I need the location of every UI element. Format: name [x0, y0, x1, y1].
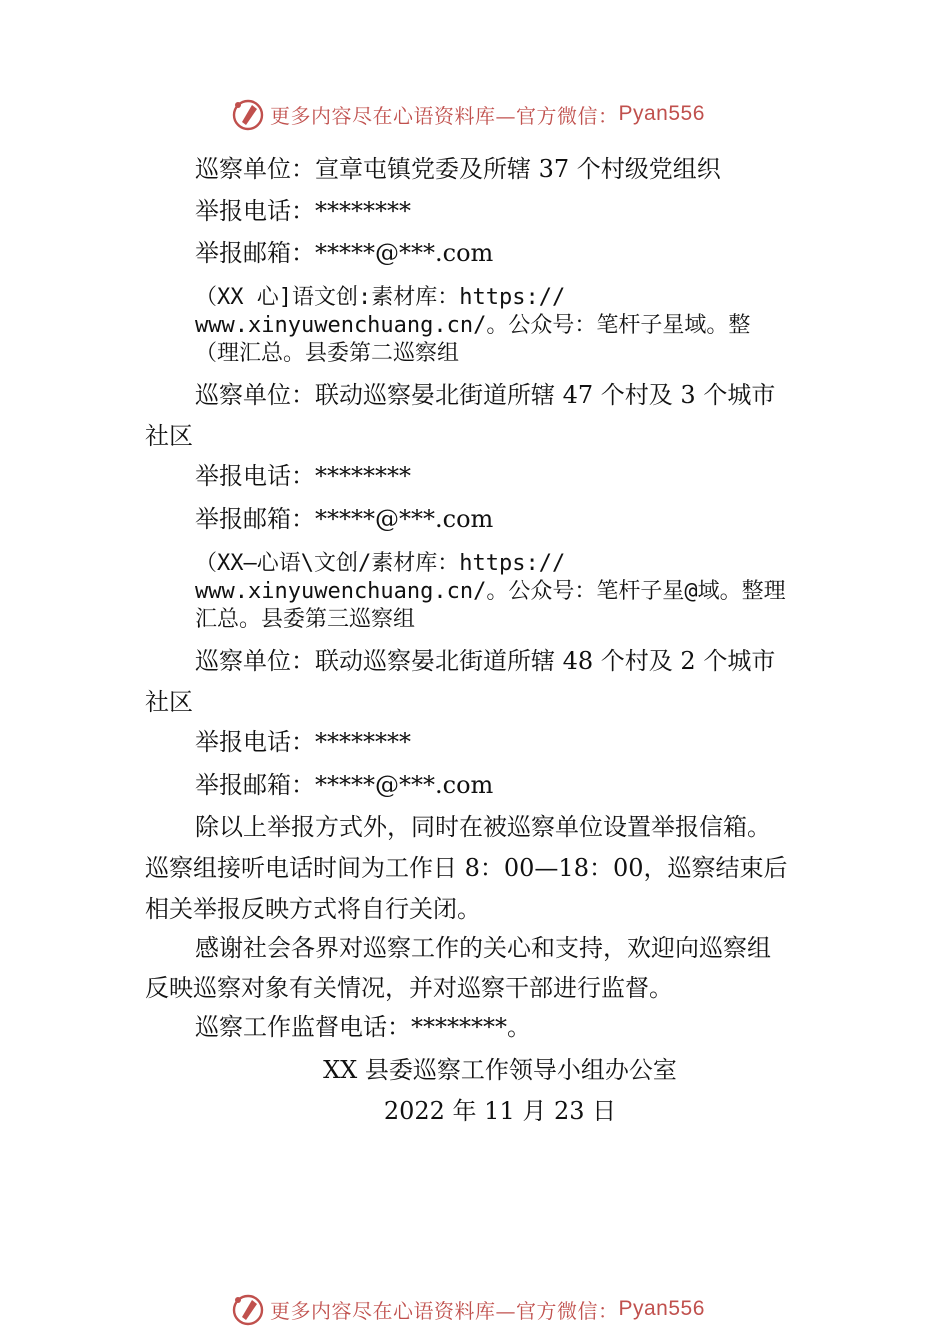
signature-office: XX 县委巡察工作领导小组办公室 [323, 1056, 677, 1084]
pen-nib-logo-icon [230, 96, 266, 132]
body-line: 社区 [145, 422, 193, 450]
body-line: 除以上举报方式外，同时在被巡察单位设置举报信箱。 [195, 813, 771, 841]
body-line: www.xinyuwenchuang.cn/。公众号：笔杆子星@域。整理 [195, 579, 786, 604]
banner-text: 更多内容尽在心语资料库—官方微信： [270, 1298, 619, 1323]
body-line: 相关举报反映方式将自行关闭。 [145, 895, 481, 923]
body-line: 反映巡察对象有关情况，并对巡察干部进行监督。 [145, 974, 673, 1002]
pen-nib-logo-icon [230, 1291, 266, 1327]
body-line: 举报电话：******** [195, 728, 411, 756]
header-banner [230, 94, 750, 134]
body-line: 举报电话：******** [195, 197, 411, 225]
body-line: 巡察单位：联动巡察晏北街道所辖 47 个村及 3 个城市 [195, 381, 776, 409]
body-line: 举报邮箱：*****@***.com [195, 239, 494, 267]
body-line: www.xinyuwenchuang.cn/。公众号：笔杆子星域。整 [195, 313, 751, 338]
body-line: 巡察单位：宣章屯镇党委及所辖 37 个村级党组织 [195, 155, 721, 183]
body-line: 举报邮箱：*****@***.com [195, 771, 494, 799]
body-line: （XX 心]语文创:素材库：https:// [195, 285, 566, 310]
body-line: 感谢社会各界对巡察工作的关心和支持，欢迎向巡察组 [195, 934, 771, 962]
body-line: 社区 [145, 688, 193, 716]
banner-text: 更多内容尽在心语资料库—官方微信： [270, 103, 619, 128]
body-line: 汇总。县委第三巡察组 [195, 607, 416, 632]
banner-brand: Pyan556 [618, 102, 705, 125]
body-line: （XX—心语\文创/素材库：https:// [195, 551, 566, 576]
body-line: （理汇总。县委第二巡察组 [195, 341, 460, 366]
body-line: 巡察单位：联动巡察晏北街道所辖 48 个村及 2 个城市 [195, 647, 776, 675]
body-line: 巡察工作监督电话：********。 [195, 1013, 531, 1041]
body-line: 举报邮箱：*****@***.com [195, 505, 494, 533]
body-line: 举报电话：******** [195, 462, 411, 490]
signature-date: 2022 年 11 月 23 日 [383, 1097, 617, 1125]
banner-brand: Pyan556 [618, 1297, 705, 1320]
footer-banner [230, 1289, 750, 1329]
body-line: 巡察组接听电话时间为工作日 8：00—18：00，巡察结束后 [145, 854, 788, 882]
